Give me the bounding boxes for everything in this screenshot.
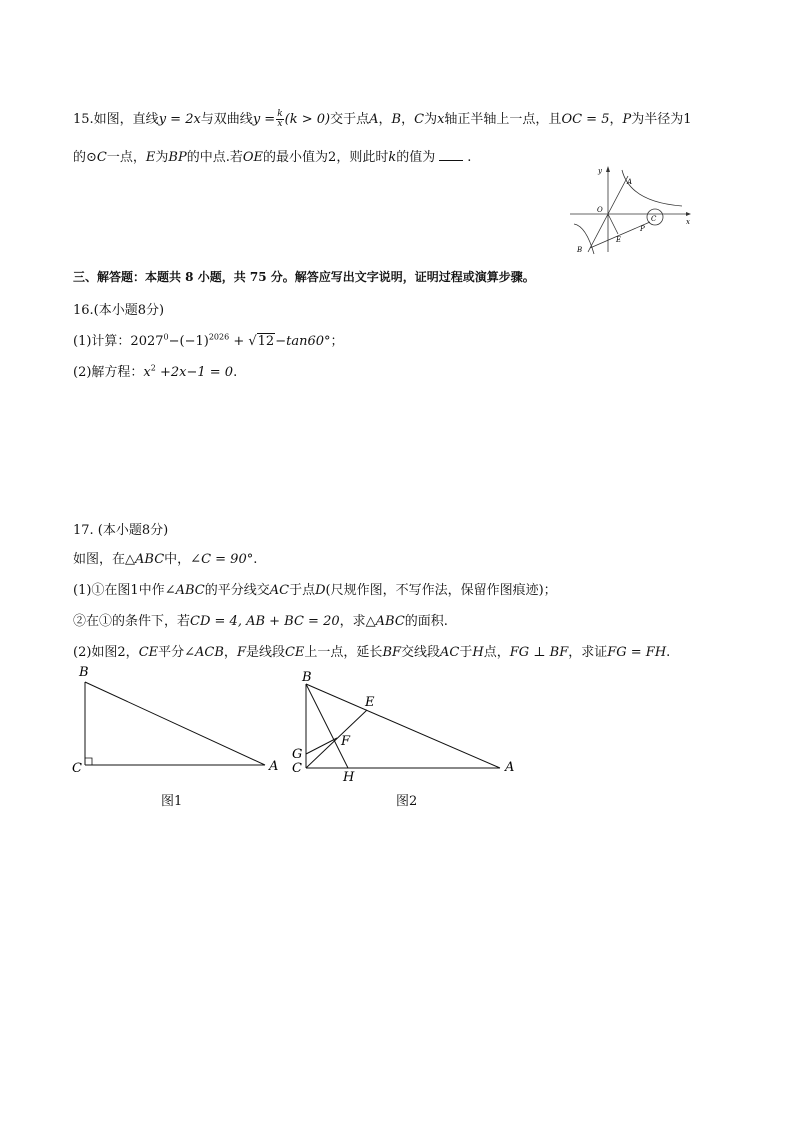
segment-fg — [306, 738, 337, 754]
math: B — [391, 112, 402, 127]
text: ，则此时 — [336, 150, 389, 165]
math: 1 — [683, 112, 692, 127]
hyperbola-branch-upper — [622, 170, 682, 206]
figure-2-caption: 图2 — [396, 794, 418, 809]
q15-line1 — [73, 108, 692, 129]
math: OC = 5 — [561, 112, 610, 127]
math: (−1) — [179, 334, 209, 349]
math: BF — [382, 645, 402, 660]
text: 于点 — [289, 583, 316, 598]
label-b: B — [577, 246, 583, 254]
text: 是线段 — [245, 645, 285, 660]
side-ab — [85, 682, 265, 765]
text: ，求证 — [568, 645, 608, 660]
math: ∠C = 90° — [190, 552, 254, 567]
text: ②在①的条件下，若 — [73, 614, 191, 629]
text: ， — [223, 645, 237, 660]
label-x: x — [686, 218, 690, 226]
text: 的中点.若 — [186, 150, 243, 165]
math: + — [229, 334, 249, 349]
math: AC — [269, 583, 290, 598]
math: ⊙ — [86, 150, 97, 165]
q17-header: 17. (本小题8分) — [73, 523, 169, 538]
text: (2)解方程： — [73, 365, 144, 380]
label-c: C — [292, 761, 302, 776]
fraction-k-over-x — [276, 110, 283, 129]
text: ，求 — [339, 614, 366, 629]
q17-figure-1 — [70, 662, 290, 782]
math: E — [145, 150, 156, 165]
right-angle-mark — [85, 758, 92, 765]
math: 0 — [163, 332, 169, 342]
label-o: O — [597, 206, 603, 214]
text: (尺规作图，不写作法，保留作图痕迹)； — [325, 583, 557, 598]
math: k — [388, 150, 397, 165]
answer-blank — [439, 149, 463, 161]
text: 上一点，延长 — [304, 645, 383, 660]
text: . — [467, 150, 472, 165]
label-a: A — [627, 178, 633, 186]
math: ∠ABC — [164, 583, 205, 598]
math: D — [315, 583, 326, 598]
math: F — [236, 645, 246, 660]
text: (1)①在图1中作 — [73, 583, 165, 598]
q17-part2 — [73, 641, 670, 660]
math: 2026 — [208, 332, 230, 342]
math: OE — [242, 150, 264, 165]
numerator: k — [277, 109, 283, 119]
y-axis-arrow — [606, 166, 610, 172]
math: FG ⊥ BF — [509, 645, 569, 660]
figure-1-caption: 图1 — [161, 794, 183, 809]
math: +2x−1 = 0 — [155, 365, 234, 380]
segment-oe — [608, 214, 618, 234]
math: FG = FH — [607, 645, 667, 660]
radical-sign: √ — [248, 334, 257, 349]
math: ∠ACB — [184, 645, 224, 660]
label-e: E — [365, 695, 375, 710]
math: y = — [252, 112, 276, 127]
math: (k > 0) — [284, 112, 331, 127]
math: H — [472, 645, 484, 660]
text: 点， — [483, 645, 510, 660]
label-c: C — [72, 761, 82, 776]
math: A — [369, 112, 379, 127]
label-a: A — [269, 759, 279, 774]
math: △ABC — [365, 614, 405, 629]
text: 交于点 — [330, 112, 370, 127]
text: 如图，在 — [73, 552, 126, 567]
q17-part1-1 — [73, 579, 557, 598]
math: −tan60° — [275, 334, 331, 349]
text: 一点， — [106, 150, 146, 165]
text: 的值为 — [396, 150, 436, 165]
text: 轴正半轴上一点，且 — [444, 112, 562, 127]
label-e: E — [616, 236, 622, 244]
q16-part2 — [73, 361, 237, 380]
text: 平分 — [158, 645, 185, 660]
side-ab — [306, 684, 500, 768]
text: (1)计算： — [73, 334, 131, 349]
math: CE — [284, 645, 305, 660]
math: AC — [440, 645, 460, 660]
label-f: F — [341, 734, 351, 749]
q17-figure-2 — [288, 662, 528, 787]
text: . — [666, 645, 671, 660]
radicand: 12 — [257, 334, 275, 349]
math: △ABC — [125, 552, 165, 567]
math: 2027 — [130, 334, 164, 349]
math: 2 — [150, 363, 156, 373]
text: 为 — [424, 112, 438, 127]
math: CD = 4, AB + BC = 20 — [190, 614, 340, 629]
text: 为半径为 — [631, 112, 684, 127]
text: 的最小值为 — [263, 150, 329, 165]
q15-figure — [560, 162, 700, 257]
math: x — [437, 112, 445, 127]
math: − — [168, 334, 180, 349]
text: ， — [609, 112, 623, 127]
text: 交线段 — [401, 645, 441, 660]
x-axis-arrow — [686, 212, 691, 216]
label-c: C — [651, 215, 657, 223]
q15-line2 — [73, 146, 471, 165]
text: ， — [378, 112, 392, 127]
math: 2 — [328, 150, 337, 165]
text: 的平分线交 — [204, 583, 270, 598]
q17-intro — [73, 548, 257, 567]
text: 15.如图，直线 — [73, 112, 159, 127]
text: (2)如图2， — [73, 645, 139, 660]
text: 于 — [459, 645, 473, 660]
label-g: G — [292, 747, 303, 762]
text: 的 — [73, 150, 87, 165]
text: ， — [401, 112, 415, 127]
math: y = 2x — [158, 112, 201, 127]
text: ； — [330, 334, 344, 349]
text: . — [253, 552, 258, 567]
math: P — [622, 112, 632, 127]
label-b: B — [302, 670, 312, 685]
text: 与双曲线 — [200, 112, 253, 127]
label-b: B — [79, 665, 89, 680]
math: C — [414, 112, 425, 127]
text: . — [233, 365, 238, 380]
math: C — [96, 150, 107, 165]
q17-part1-2 — [73, 610, 448, 629]
math: x — [143, 365, 151, 380]
label-p: P — [640, 225, 645, 233]
section-3-heading: 三、解答题：本题共 8 小题，共 75 分。解答应写出文字说明，证明过程或演算步骤。 — [73, 270, 535, 284]
text: 的面积. — [404, 614, 448, 629]
q16-header: 16.(本小题8分) — [73, 303, 165, 318]
math: CE — [138, 645, 159, 660]
text: 为 — [155, 150, 169, 165]
text: 中， — [164, 552, 191, 567]
denominator: x — [277, 119, 283, 129]
label-a: A — [505, 760, 515, 775]
q16-part1 — [73, 330, 344, 349]
segment-bh — [306, 684, 348, 768]
math: BP — [168, 150, 187, 165]
label-h: H — [343, 770, 355, 785]
label-y: y — [598, 167, 602, 175]
segment-ce — [306, 710, 367, 768]
